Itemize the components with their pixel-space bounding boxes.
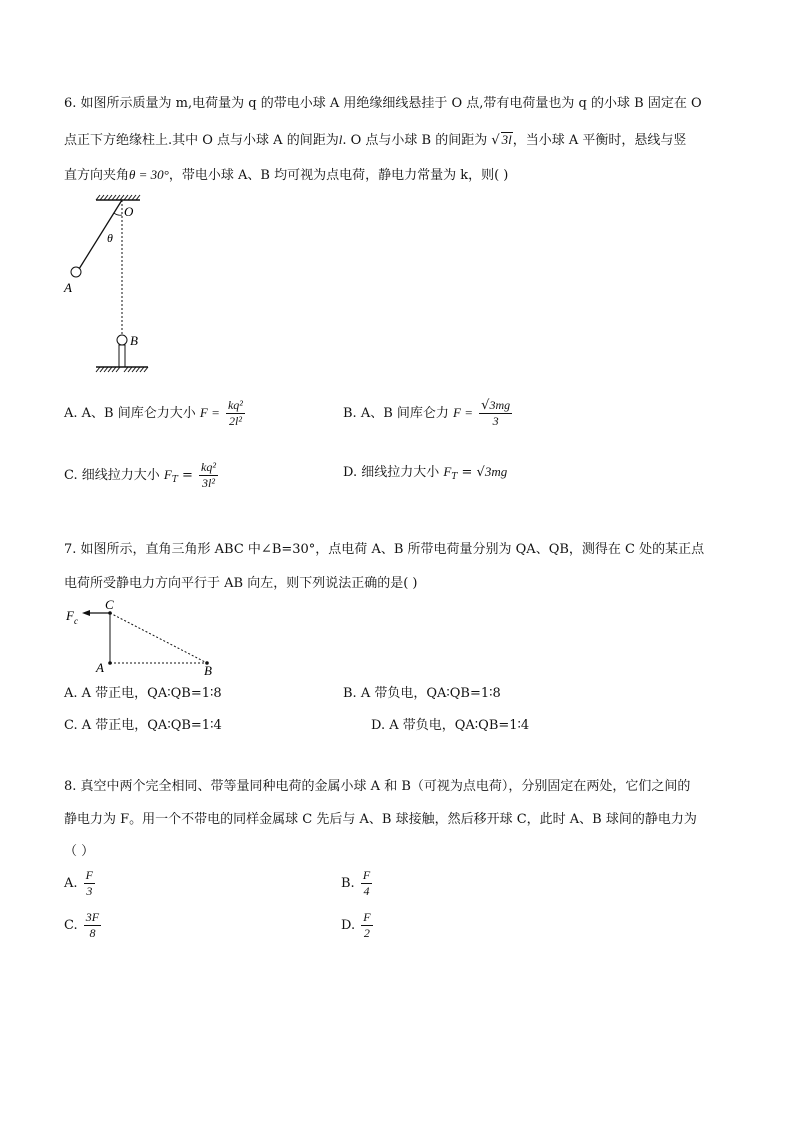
q6-option-b[interactable] — [343, 398, 514, 429]
label-fc: F — [66, 608, 74, 623]
q6-option-c-sub: T — [171, 475, 178, 485]
numerator-text: 3mg — [489, 398, 511, 412]
q8-line-2: 静电力为 F。用一个不带电的同样金属球 C 先后与 A、B 球接触，然后移开球 C，此时 A、B 球间的静电力为 — [64, 812, 697, 827]
q7-option-c[interactable]: C. A 带正电，QA∶QB=1∶4 — [64, 718, 222, 733]
numerator: 3F — [85, 910, 100, 924]
q6-option-b-f: F = — [453, 405, 474, 420]
q7-line-1: 7. 如图所示，直角三角形 ABC 中∠B=30°，点电荷 A、B 所带电荷量分别为 QA、QB，测得在 C 处的某正点 — [64, 542, 705, 557]
label-a: A — [96, 660, 104, 675]
denominator: 3l² — [202, 476, 215, 490]
q7-option-b[interactable]: B. A 带负电，QA∶QB=1∶8 — [343, 686, 501, 701]
angle-arc — [114, 213, 122, 215]
q8-option-c[interactable] — [64, 910, 103, 941]
q6-option-b-fraction — [479, 398, 512, 429]
label-b: B — [130, 333, 138, 348]
label-theta: θ — [107, 231, 113, 245]
numerator — [479, 398, 512, 414]
q8-line-3: （ ） — [64, 844, 95, 859]
q8-option-d-label: D. — [341, 918, 356, 933]
string-line — [79, 200, 122, 269]
label-a: A — [64, 280, 72, 295]
q6-line-3a: 直方向夹角 — [64, 168, 130, 183]
q6-line-2a: 点正下方绝缘柱上.其中 O 点与小球 A 的间距为 — [64, 133, 339, 148]
q7-line-2: 电荷所受静电力方向平行于 AB 向左，则下列说法正确的是( ) — [64, 576, 418, 591]
q6-option-c-label: C. 细线拉力大小 — [64, 468, 160, 483]
q8-option-a-label: A. — [64, 876, 78, 891]
label-b: B — [204, 663, 212, 678]
q6-option-a[interactable] — [64, 398, 247, 429]
q6-line-1: 6. 如图所示质量为 m,电荷量为 q 的带电小球 A 用绝缘细线悬挂于 O 点,带有电荷量也为 q 的小球 B 固定在 O — [64, 96, 702, 111]
q6-option-d-label: D. 细线拉力大小 — [343, 465, 440, 480]
q6-line-2d: 3l — [501, 132, 512, 147]
q8-line-1: 8. 真空中两个完全相同、带等量同种电荷的金属小球 A 和 B（可视为点电荷），分别固定在两处，它们之间的 — [64, 779, 691, 794]
sqrt-symbol: √ — [491, 133, 500, 148]
q6-option-d-eq: = — [457, 465, 473, 480]
ball-b — [117, 335, 127, 345]
q8-option-d[interactable] — [341, 910, 375, 941]
denominator: 8 — [89, 926, 96, 940]
denominator: 3 — [492, 414, 499, 428]
label-c: C — [105, 598, 114, 612]
q6-option-a-f: F = — [199, 405, 220, 420]
q8-option-b-label: B. — [341, 876, 355, 891]
q6-line-2 — [64, 130, 686, 151]
q6-option-b-label: B. A、B 间库仑力 — [343, 406, 449, 421]
q6-option-c-fraction — [199, 460, 218, 491]
q6-option-a-label: A. A、B 间库仑力大小 — [64, 406, 196, 421]
q6-option-c-f: F — [163, 467, 172, 482]
denominator: 3 — [86, 884, 93, 898]
denominator: 2l² — [228, 414, 242, 428]
q7-figure — [60, 598, 230, 680]
q6-option-d-val: 3mg — [484, 464, 508, 479]
q8-option-a[interactable] — [64, 868, 97, 899]
q6-line-2b: l — [338, 132, 343, 147]
numerator: F — [85, 868, 94, 882]
q6-option-d-f: F — [443, 464, 452, 479]
q6-line-3c: ，带电小球 A、B 均可视为点电荷，静电力常量为 k，则( ) — [168, 168, 509, 183]
q6-line-2c: . O 点与小球 B 的间距为 — [342, 133, 488, 148]
q6-line-3b: θ = 30° — [129, 167, 169, 182]
sqrt-symbol: √ — [481, 398, 490, 413]
label-o: O — [124, 204, 134, 219]
force-arrow-head — [82, 610, 90, 616]
ball-a — [71, 267, 81, 277]
sqrt-symbol: √ — [476, 465, 485, 480]
side-bc — [110, 613, 207, 663]
q8-option-c-fraction — [84, 910, 101, 941]
q7-option-a[interactable]: A. A 带正电，QA∶QB=1∶8 — [64, 686, 222, 701]
q6-line-2e: ，当小球 A 平衡时，悬线与竖 — [512, 133, 687, 148]
numerator: kq² — [227, 398, 243, 412]
insulating-pillar — [119, 345, 125, 367]
q6-option-c[interactable] — [64, 460, 220, 491]
numerator: F — [363, 910, 371, 924]
point-a — [108, 661, 112, 665]
denominator: 4 — [363, 884, 370, 898]
q8-option-c-label: C. — [64, 918, 78, 933]
q8-option-d-fraction — [361, 910, 372, 941]
q6-option-c-eq: = — [177, 468, 193, 483]
denominator: 2 — [363, 926, 370, 940]
numerator: kq² — [201, 460, 216, 474]
q8-option-b-fraction — [361, 868, 372, 899]
label-fc-sub: c — [74, 616, 78, 626]
q8-option-a-fraction — [84, 868, 95, 899]
q7-option-d[interactable]: D. A 带负电，QA∶QB=1∶4 — [371, 718, 530, 733]
q6-option-a-fraction — [226, 398, 245, 429]
q8-option-b[interactable] — [341, 868, 374, 899]
numerator: F — [362, 868, 371, 882]
q6-figure — [60, 192, 160, 377]
q6-option-d-sub: T — [451, 472, 458, 482]
q6-line-3 — [64, 165, 508, 186]
q6-option-d[interactable] — [343, 462, 507, 487]
